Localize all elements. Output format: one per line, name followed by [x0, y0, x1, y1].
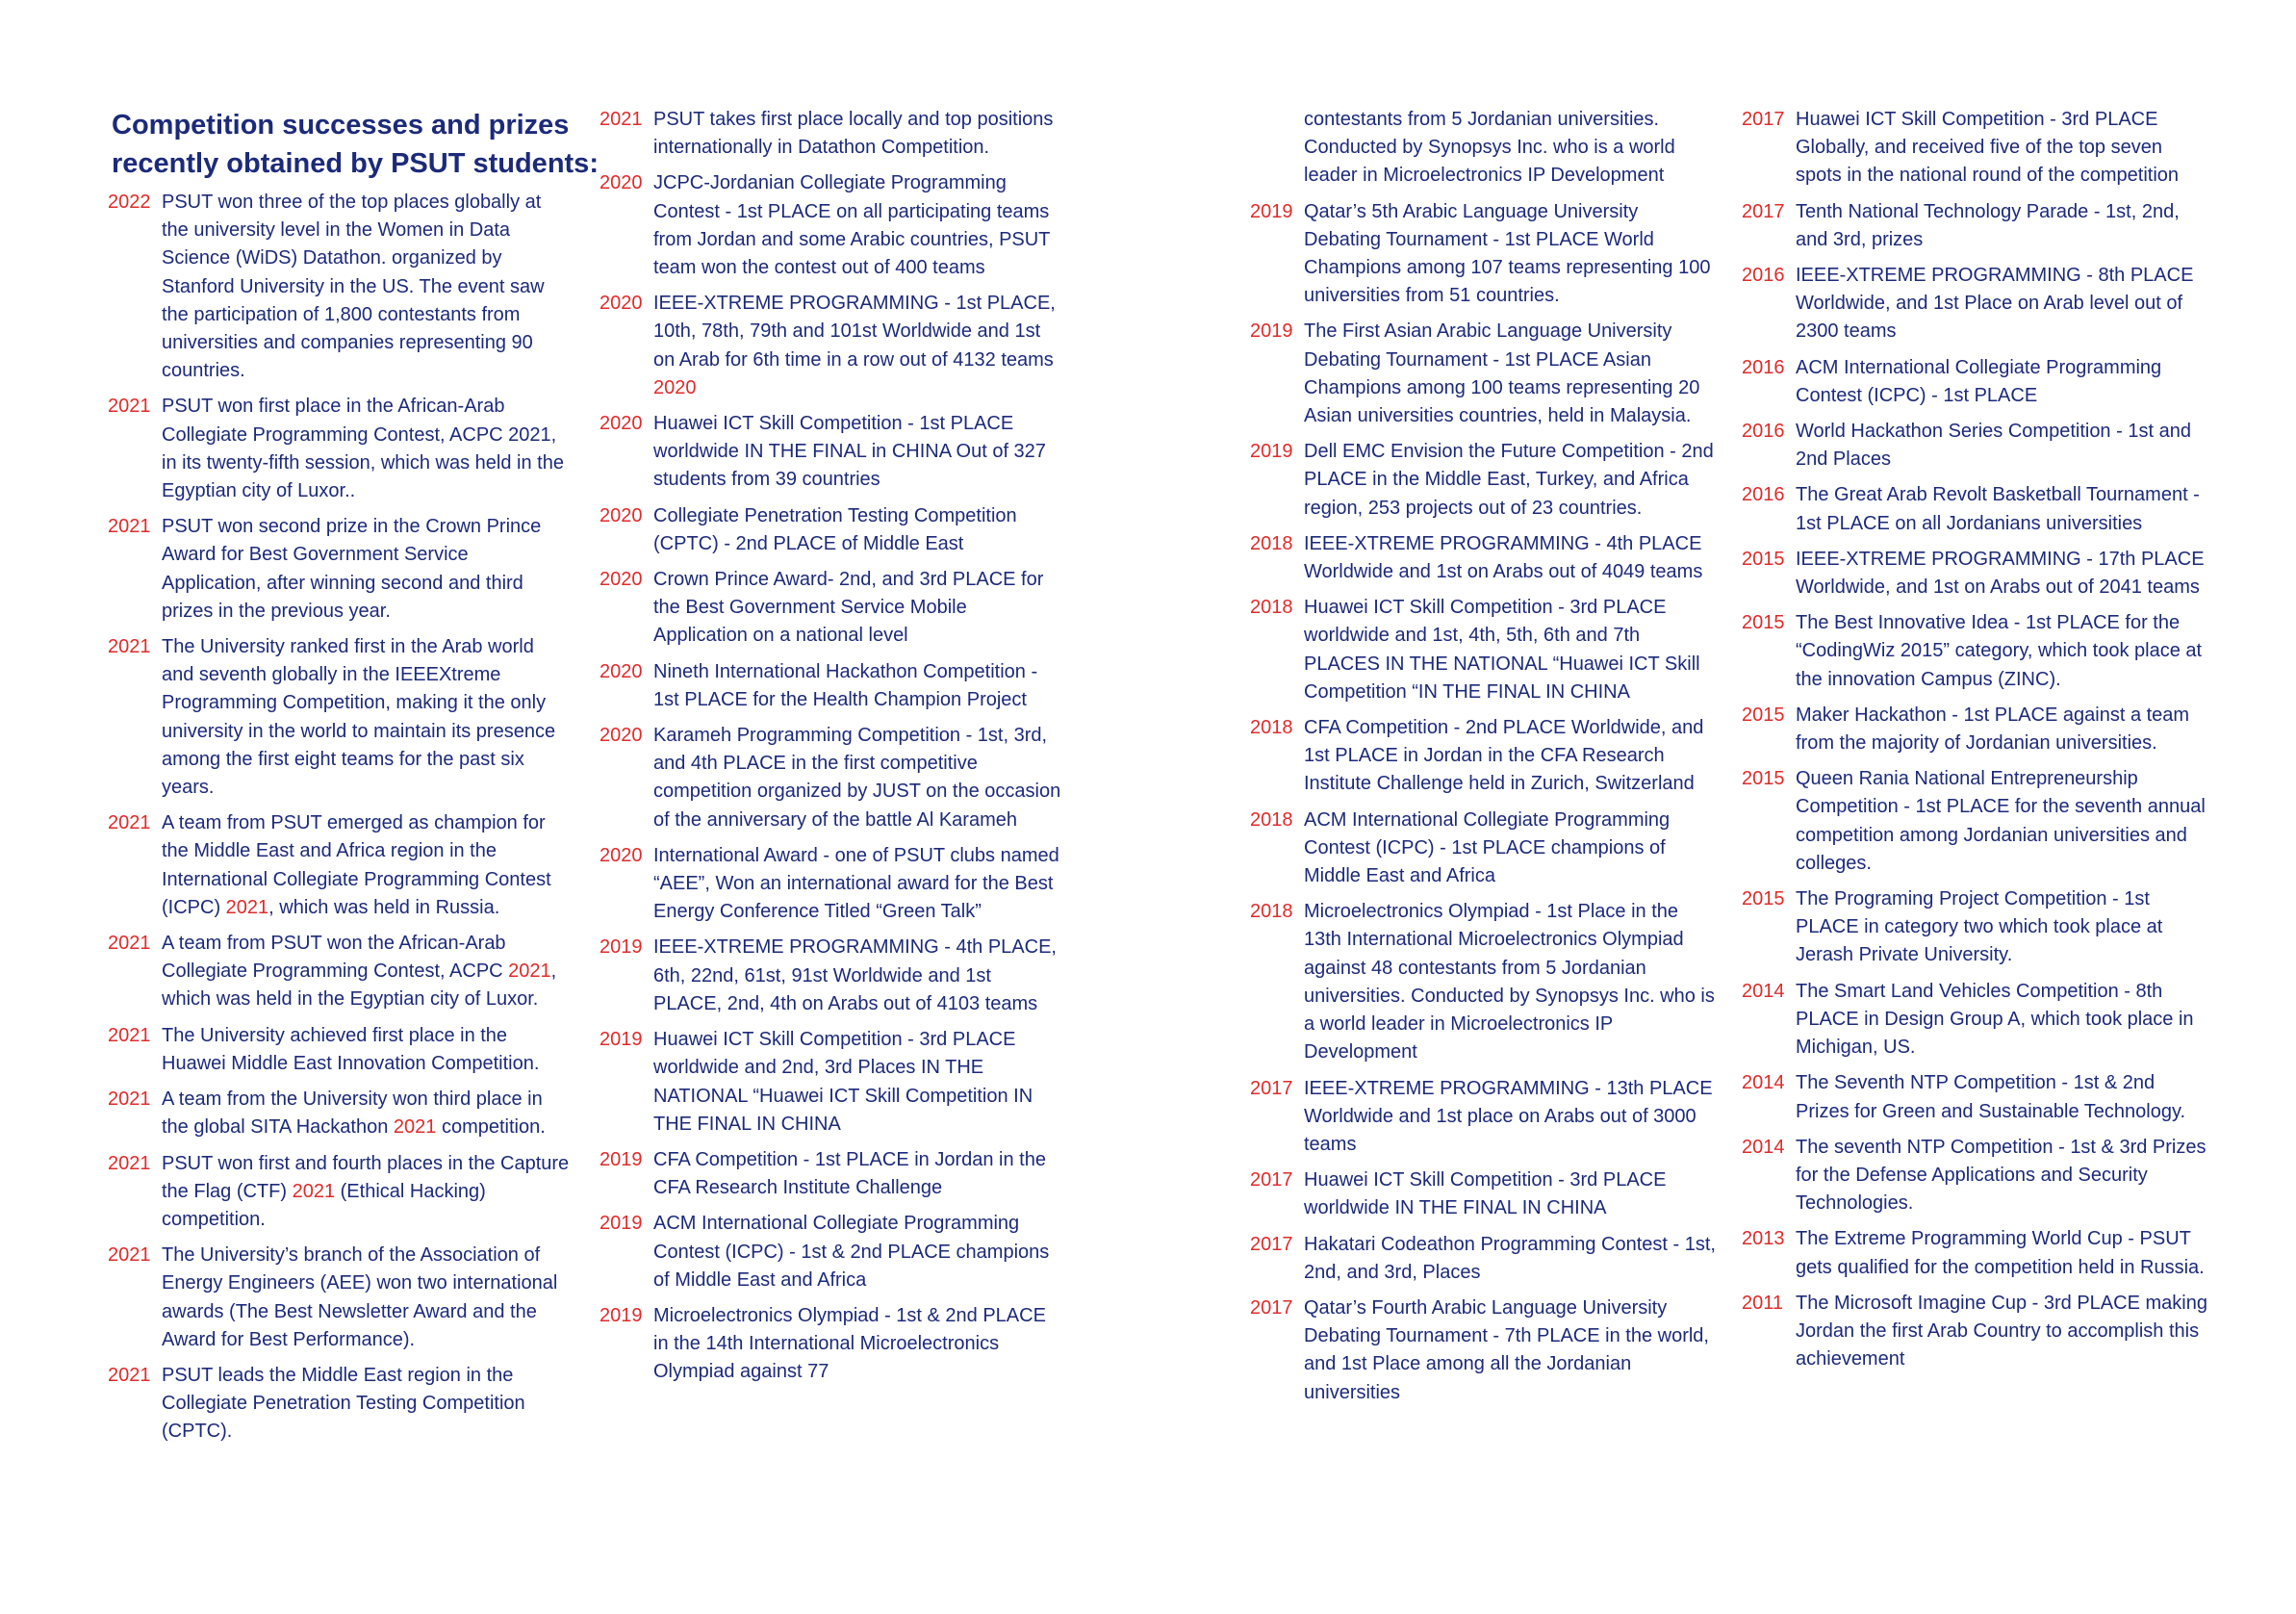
achievement-text: The Programing Project Competition - 1st PLACE in category two which took place at Jerash Private University. [1796, 888, 2163, 966]
highlighted-year: 2021 [292, 1180, 336, 1202]
heading-line-1: Competition successes and prizes [112, 110, 570, 141]
achievement-text: ACM International Collegiate Programming Contest (ICPC) - 1st & 2nd PLACE champions of Middle East and Africa [653, 1213, 1050, 1291]
highlighted-year: 2021 [508, 961, 551, 983]
achievement-text: Huawei ICT Skill Competition - 3rd PLACE worldwide and 1st, 4th, 5th, 6th and 7th PLACES IN THE NATIONAL “Huawei ICT Skill Competition “IN THE FINAL IN CHINA [1304, 597, 1700, 703]
achievement-year: 2014 [1742, 1072, 1785, 1094]
achievement-list [600, 106, 1061, 1387]
achievement-year: 2017 [1250, 1169, 1293, 1191]
achievement-text [162, 930, 570, 1014]
achievement-text: Queen Rania National Entrepreneurship Competition - 1st PLACE for the seventh annual competition among Jordanian universities and colleges. [1796, 768, 2206, 874]
achievement-item [1250, 898, 1717, 1066]
achievement-text: Tenth National Technology Parade - 1st, 2nd, and 3rd, prizes [1796, 200, 2180, 250]
achievement-list [108, 189, 570, 1447]
achievement-text: Huawei ICT Skill Competition - 3rd PLACE Globally, and received five of the top seven spots in the national round of the competition [1796, 109, 2180, 187]
achievement-item [600, 842, 1061, 927]
achievement-text-part: PSUT won first and fourth places in the Capture the Flag (CTF) [162, 1152, 570, 1202]
achievement-text: IEEE-XTREME PROGRAMMING - 8th PLACE Worldwide, and 1st Place on Arab level out of 2300 teams [1796, 265, 2194, 343]
achievement-text [653, 290, 1061, 402]
column-4 [1742, 106, 2208, 1381]
achievement-item [1250, 198, 1717, 311]
highlighted-year: 2020 [653, 376, 697, 398]
highlighted-year: 2021 [225, 896, 269, 918]
achievement-item [1742, 1069, 2208, 1125]
achievement-text-part: A team from the University won third place in the global SITA Hackathon [162, 1089, 543, 1139]
achievement-year: 2021 [108, 516, 151, 538]
achievement-item [1742, 1290, 2208, 1374]
achievement-year: 2014 [1742, 980, 1785, 1002]
achievement-item [108, 1022, 570, 1078]
column-3 [1250, 106, 1717, 1415]
achievement-year: 2017 [1742, 200, 1785, 222]
achievement-year: 2016 [1742, 265, 1785, 287]
achievement-year: 2017 [1742, 109, 1785, 130]
achievement-item [600, 658, 1061, 714]
achievement-item [1742, 609, 2208, 694]
achievement-item [108, 1242, 570, 1354]
achievement-text: PSUT leads the Middle East region in the Collegiate Penetration Testing Competition (CPTC). [162, 1364, 525, 1443]
achievement-item [600, 169, 1061, 282]
column-1 [108, 106, 599, 1454]
achievement-text: JCPC-Jordanian Collegiate Programming Contest - 1st PLACE on all participating teams from Jordan and some Arabic countries, PSUT team won the contest out of 400 teams [653, 172, 1051, 279]
achievement-item [1250, 1166, 1717, 1222]
heading-line-2: recently obtained by PSUT students: [112, 148, 599, 179]
highlighted-year: 2021 [393, 1116, 437, 1139]
achievement-item [600, 1210, 1061, 1294]
achievement-year: 2020 [600, 725, 643, 747]
achievement-text: The Best Innovative Idea - 1st PLACE for the “CodingWiz 2015” category, which took place at the innovation Campus (ZINC). [1796, 612, 2203, 690]
achievement-year: 2019 [600, 1304, 643, 1326]
achievement-year: 2017 [1250, 1233, 1293, 1255]
achievement-item [108, 1150, 570, 1235]
achievement-year: 2015 [1742, 612, 1785, 634]
achievement-year: 2021 [108, 1364, 151, 1386]
achievement-year: 2020 [600, 569, 643, 591]
achievement-year: 2021 [108, 812, 151, 834]
achievement-year: 2019 [600, 1029, 643, 1051]
achievement-text: IEEE-XTREME PROGRAMMING - 17th PLACE Worldwide, and 1st on Arabs out of 2041 teams [1796, 548, 2205, 599]
achievement-year: 2020 [600, 172, 643, 194]
achievement-year: 2019 [1250, 320, 1293, 343]
achievement-year: 2015 [1742, 548, 1785, 570]
achievement-text-part: , which was held in Russia. [268, 896, 500, 918]
achievement-year: 2015 [1742, 704, 1785, 726]
achievement-year: 2018 [1250, 597, 1293, 619]
achievement-text: Crown Prince Award- 2nd, and 3rd PLACE for the Best Government Service Mobile Application on a national level [653, 569, 1044, 647]
achievement-item [600, 502, 1061, 558]
achievement-year: 2018 [1250, 532, 1293, 554]
achievement-text: The Microsoft Imagine Cup - 3rd PLACE making Jordan the first Arab Country to accomplish this achievement [1796, 1292, 2207, 1371]
achievement-text: Nineth International Hackathon Competition - 1st PLACE for the Health Champion Project [653, 660, 1038, 710]
achievement-year: 2020 [600, 504, 643, 526]
achievement-item [108, 189, 570, 385]
achievement-text: PSUT won second prize in the Crown Prince Award for Best Government Service Application, after winning second and third prizes in the previous year. [162, 516, 542, 622]
achievement-year: 2016 [1742, 421, 1785, 443]
achievement-text: The Smart Land Vehicles Competition - 8th PLACE in Design Group A, which took place in Michigan, US. [1796, 980, 2194, 1059]
achievement-item [108, 1086, 570, 1141]
achievement-text-part: (Ethical Hacking) competition. [162, 1180, 486, 1230]
achievement-year: 2021 [108, 1152, 151, 1174]
achievement-text: Qatar’s Fourth Arabic Language University Debating Tournament - 7th PLACE in the world, and 1st Place among all the Jordanian universities [1304, 1296, 1709, 1403]
achievement-item [108, 633, 570, 802]
achievement-text: Dell EMC Envision the Future Competition - 2nd PLACE in the Middle East, Turkey, and Africa region, 253 projects out of 23 countries. [1304, 441, 1714, 519]
achievement-year: 2017 [1250, 1296, 1293, 1319]
page-heading [112, 106, 599, 183]
achievement-item [108, 393, 570, 505]
achievement-text: Huawei ICT Skill Competition - 1st PLACE worldwide IN THE FINAL in CHINA Out of 327 students from 39 countries [653, 413, 1046, 491]
achievement-text: ACM International Collegiate Programming Contest (ICPC) - 1st PLACE [1796, 356, 2162, 406]
achievement-item [600, 722, 1061, 834]
achievement-text-part: IEEE-XTREME PROGRAMMING - 1st PLACE, 10th, 78th, 79th and 101st Worldwide and 1st on Arab for 6th time in a row out of 4132 teams [653, 293, 1056, 371]
achievement-item [1742, 702, 2208, 757]
achievement-year: 2019 [1250, 441, 1293, 463]
achievement-text: The First Asian Arabic Language University Debating Tournament - 1st PLACE Asian Champions among 100 teams representing 20 Asian universities countries, held in Malaysia. [1304, 320, 1700, 427]
achievement-item [1250, 1075, 1717, 1160]
achievement-text: International Award - one of PSUT clubs named “AEE”, Won an international award for the Best Energy Conference Titled “Green Talk” [653, 844, 1059, 923]
achievement-text: Huawei ICT Skill Competition - 3rd PLACE worldwide IN THE FINAL IN CHINA [1304, 1169, 1667, 1219]
achievement-item [1250, 807, 1717, 891]
achievement-text: IEEE-XTREME PROGRAMMING - 4th PLACE, 6th, 22nd, 61st, 91st Worldwide and 1st PLACE, 2nd, 4th on Arabs out of 4103 teams [653, 936, 1057, 1014]
achievement-year: 2015 [1742, 888, 1785, 910]
achievement-item [600, 410, 1061, 495]
achievement-item [1250, 1294, 1717, 1407]
achievement-year: 2019 [1250, 200, 1293, 222]
achievement-year: 2021 [108, 933, 151, 955]
achievement-text-part: competition. [436, 1116, 546, 1139]
achievement-item [1250, 438, 1717, 523]
achievement-text: Maker Hackathon - 1st PLACE against a team from the majority of Jordanian universities. [1796, 704, 2190, 755]
achievement-text: The University achieved first place in the Huawei Middle East Innovation Competition. [162, 1024, 540, 1074]
achievement-year: 2015 [1742, 768, 1785, 790]
achievement-text: The Extreme Programming World Cup - PSUT gets qualified for the competition held in Russia. [1796, 1228, 2205, 1278]
achievement-item [1742, 546, 2208, 602]
achievement-item [1742, 765, 2208, 878]
achievement-text: Huawei ICT Skill Competition - 3rd PLACE worldwide and 2nd, 3rd Places IN THE NATIONAL “Huawei ICT Skill Competition IN THE FINAL IN CHINA [653, 1029, 1033, 1135]
achievement-text [162, 809, 570, 922]
achievement-item [1742, 1225, 2208, 1281]
achievement-text: Hakatari Codeathon Programming Contest - 1st, 2nd, and 3rd, Places [1304, 1233, 1716, 1283]
achievement-item [600, 290, 1061, 402]
achievement-text-part: , which was held in the Egyptian city of Luxor. [162, 961, 557, 1011]
achievement-item [1742, 885, 2208, 970]
achievement-item [108, 1362, 570, 1447]
achievement-year: 2020 [600, 844, 643, 866]
achievement-item [600, 934, 1061, 1018]
achievement-year: 2014 [1742, 1136, 1785, 1158]
achievement-text-part: A team from PSUT emerged as champion for the Middle East and Africa region in the International Collegiate Programming Contest (ICPC) [162, 812, 551, 918]
achievement-text: PSUT won first place in the African-Arab Collegiate Programming Contest, ACPC 2021, in its twenty-fifth session, which was held in the Egyptian city of Luxor.. [162, 396, 564, 502]
achievement-year: 2020 [600, 660, 643, 682]
achievement-year: 2016 [1742, 484, 1785, 506]
achievement-text: The seventh NTP Competition - 1st & 3rd Prizes for the Defense Applications and Security Technologies. [1796, 1136, 2207, 1215]
achievement-text: PSUT takes first place locally and top positions internationally in Datathon Competition. [653, 109, 1054, 159]
achievement-item [108, 809, 570, 922]
achievement-text: PSUT won three of the top places globally at the university level in the Women in Data Science (WiDS) Datathon. organized by Stanford University in the US. The event saw the participation of 1,800 contestants from universities and companies representing 90 countries. [162, 192, 545, 382]
achievement-year: 2013 [1742, 1228, 1785, 1250]
achievement-text: Microelectronics Olympiad - 1st & 2nd PLACE in the 14th International Microelectronics Olympiad against 77 [653, 1304, 1046, 1383]
achievement-year: 2021 [600, 109, 643, 130]
achievement-item [1742, 354, 2208, 410]
achievement-text: Collegiate Penetration Testing Competition (CPTC) - 2nd PLACE of Middle East [653, 504, 1017, 554]
achievement-text: CFA Competition - 2nd PLACE Worldwide, and 1st PLACE in Jordan in the CFA Research Institute Challenge held in Zurich, Switzerland [1304, 717, 1704, 795]
achievement-item [600, 566, 1061, 651]
achievement-year: 2021 [108, 1024, 151, 1046]
achievement-text-part: A team from PSUT won the African-Arab Collegiate Programming Contest, ACPC [162, 933, 509, 983]
achievement-text: CFA Competition - 1st PLACE in Jordan in the CFA Research Institute Challenge [653, 1148, 1046, 1199]
achievement-year: 2018 [1250, 717, 1293, 739]
column-2 [600, 106, 1061, 1395]
achievement-item [1250, 530, 1717, 586]
achievement-item [1250, 714, 1717, 799]
achievement-year: 2021 [108, 636, 151, 658]
achievement-year: 2016 [1742, 356, 1785, 378]
achievement-text: The University’s branch of the Association of Energy Engineers (AEE) won two international awards (The Best Newsletter Award and the Award for Best Performance). [162, 1244, 558, 1350]
achievement-year: 2011 [1742, 1292, 1784, 1314]
achievement-text: The Great Arab Revolt Basketball Tournament - 1st PLACE on all Jordanians universities [1796, 484, 2200, 534]
achievement-year: 2021 [108, 1089, 151, 1111]
achievement-item [600, 106, 1061, 162]
achievement-text: The University ranked first in the Arab world and seventh globally in the IEEEXtreme Programming Competition, making it the only university in the world to maintain its presence among the first eight teams for the past six years. [162, 636, 556, 799]
achievement-item [1742, 106, 2208, 191]
achievement-text: Karameh Programming Competition - 1st, 3rd, and 4th PLACE in the first competitive competition organized by JUST on the occasion of the anniversary of the battle Al Karameh [653, 725, 1061, 831]
achievement-text [162, 1150, 570, 1235]
achievement-year: 2020 [600, 293, 643, 315]
achievement-text: Qatar’s 5th Arabic Language University Debating Tournament - 1st PLACE World Champions among 107 teams representing 100 universities from 51 countries. [1304, 200, 1711, 307]
achievement-item [1250, 1231, 1717, 1287]
achievement-list [1250, 198, 1717, 1407]
achievement-item [1250, 594, 1717, 706]
achievement-item [600, 1302, 1061, 1387]
achievement-year: 2021 [108, 396, 151, 418]
achievement-item [1742, 1134, 2208, 1218]
achievement-item [600, 1146, 1061, 1202]
continued-text: contestants from 5 Jordanian universities. Conducted by Synopsys Inc. who is a world leader in Microelectronics IP Development [1304, 109, 1675, 187]
achievement-item [1742, 262, 2208, 346]
achievement-item [108, 930, 570, 1014]
achievement-year: 2019 [600, 1148, 643, 1170]
achievement-year: 2022 [108, 192, 151, 213]
achievement-item [1742, 481, 2208, 537]
achievement-item [1742, 978, 2208, 1063]
achievement-text: Microelectronics Olympiad - 1st Place in the 13th International Microelectronics Olympiad against 48 contestants from 5 Jordanian universities. Conducted by Synopsys Inc. who is a world leader in Microelectronics IP Development [1304, 901, 1715, 1063]
achievement-year: 2018 [1250, 808, 1293, 831]
achievement-year: 2021 [108, 1244, 151, 1267]
achievement-year: 2017 [1250, 1077, 1293, 1099]
achievement-item [1742, 198, 2208, 254]
achievement-text [162, 1086, 570, 1141]
achievement-item [600, 1026, 1061, 1139]
achievement-text: ACM International Collegiate Programming Contest (ICPC) - 1st PLACE champions of Middle East and Africa [1304, 808, 1671, 887]
achievement-text: IEEE-XTREME PROGRAMMING - 13th PLACE Worldwide and 1st place on Arabs out of 3000 teams [1304, 1077, 1713, 1155]
achievement-item [1250, 318, 1717, 430]
achievement-text: World Hackathon Series Competition - 1st and 2nd Places [1796, 421, 2191, 471]
achievement-text: IEEE-XTREME PROGRAMMING - 4th PLACE Worldwide and 1st on Arabs out of 4049 teams [1304, 532, 1703, 583]
achievement-year: 2020 [600, 413, 643, 435]
achievement-year: 2019 [600, 1213, 643, 1235]
achievement-list [1742, 106, 2208, 1373]
achievement-year: 2018 [1250, 901, 1293, 923]
achievement-item [1742, 418, 2208, 474]
achievement-text: The Seventh NTP Competition - 1st & 2nd Prizes for Green and Sustainable Technology. [1796, 1072, 2186, 1122]
achievement-item [108, 513, 570, 626]
achievement-year: 2019 [600, 936, 643, 959]
